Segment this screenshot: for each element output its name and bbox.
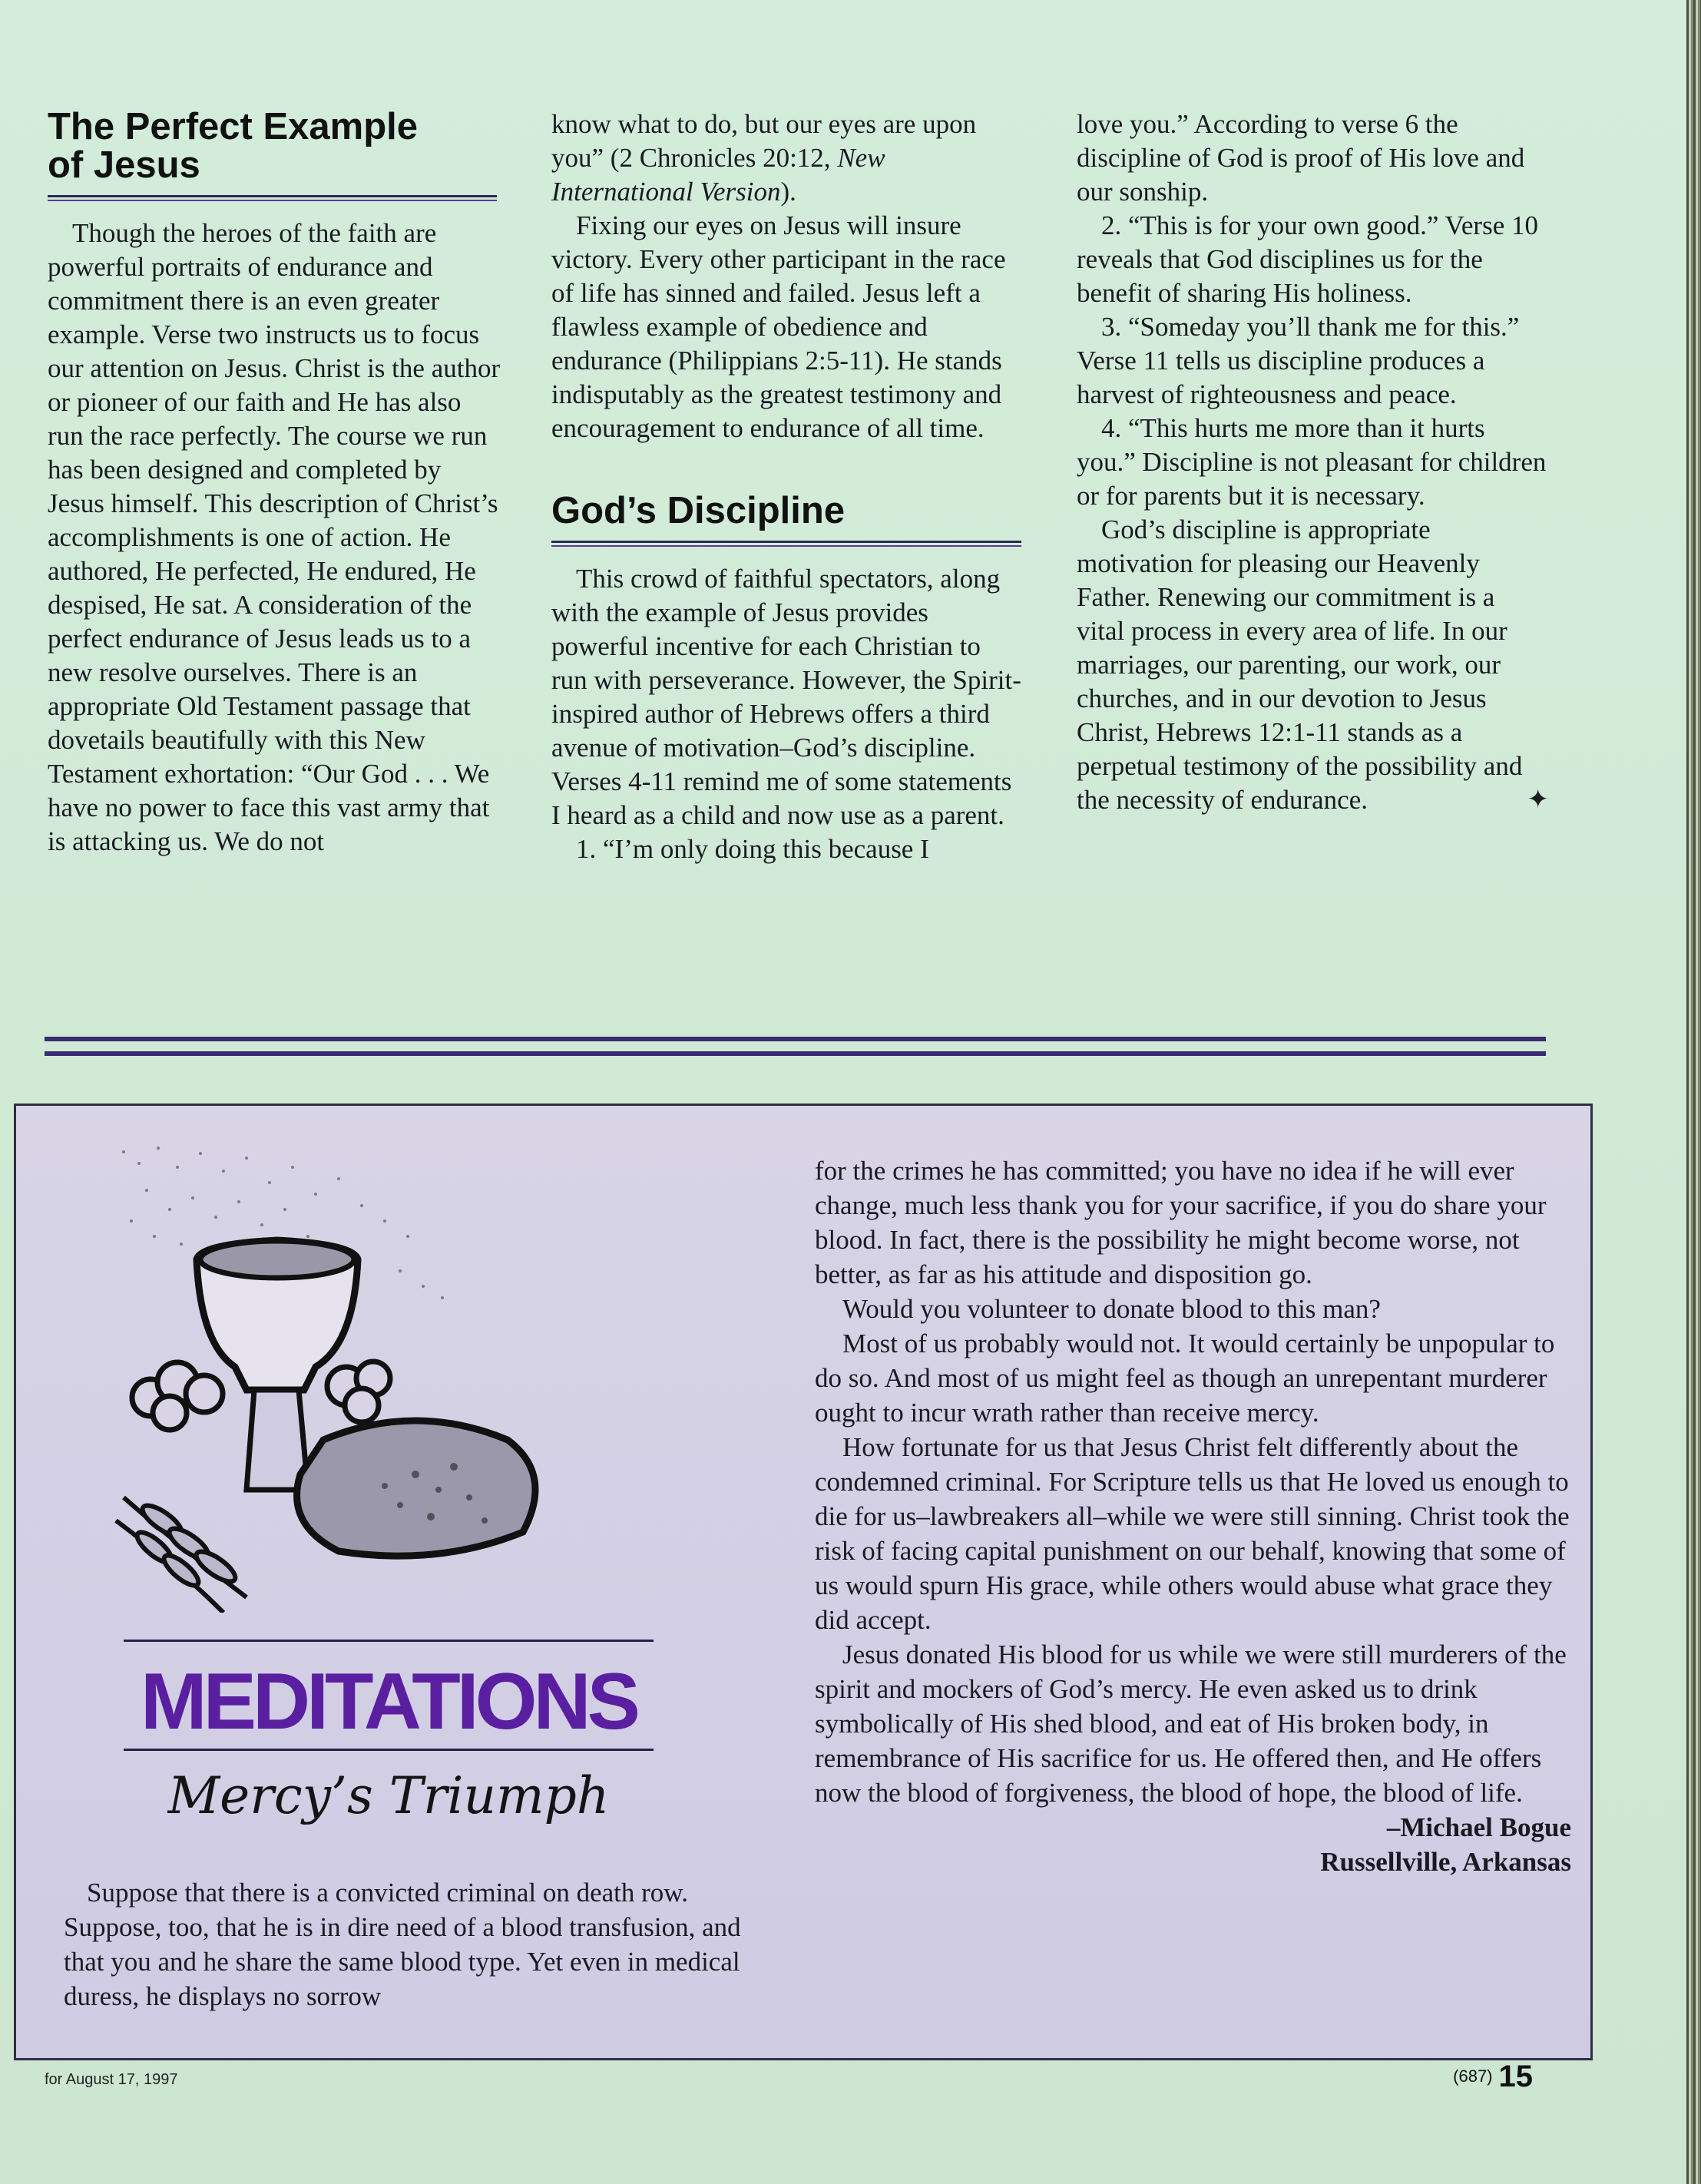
divider-top	[45, 1037, 1546, 1041]
article-column-3	[1077, 108, 1549, 817]
heading-rule	[551, 541, 1021, 547]
meditations-box	[14, 1104, 1593, 2060]
page-edge-binding	[1686, 0, 1701, 2184]
paragraph: 3. “Someday you’ll thank me for this.” Verse 11 tells us discipline produces a harvest of righteousness and peace.	[1077, 312, 1520, 409]
article-column-2	[551, 108, 1021, 866]
paragraph: 2. “This is for your own good.” Verse 10 reveals that God disciplines us for the benefit of sharing His holiness.	[1077, 210, 1538, 308]
heading-rule	[48, 195, 497, 201]
paragraph: Fixing our eyes on Jesus will insure victory. Every other participant in the race of life has sinned and failed. Jesus left a flawless example of obedience and endurance (Philippians 2:5-11). He stands indisputably as the greatest testimony and encouragement to endurance of all time.	[551, 210, 1006, 443]
text-run: ).	[780, 177, 796, 207]
italic-citation: New International Version	[551, 143, 885, 207]
page-code: (687)	[1453, 2067, 1493, 2086]
meditations-masthead	[108, 1640, 669, 1755]
communion-cup-bread-illustration	[93, 1137, 615, 1613]
paragraph: Would you volunteer to donate blood to this man?	[842, 1294, 1381, 1324]
masthead-title: MEDITATIONS	[141, 1657, 637, 1746]
masthead-rule-bottom	[124, 1749, 654, 1751]
author-name: –Michael Bogue	[1386, 1812, 1571, 1842]
paragraph: Suppose that there is a convicted criminal on death row. Suppose, too, that he is in dire need of a blood transfusion, and that you and he share the same blood type. Yet even in medical duress, he displays no sorrow	[64, 1878, 741, 2011]
paragraph	[551, 108, 1021, 209]
author-location: Russellville, Arkansas	[1320, 1847, 1571, 1877]
heading-line-2: of Jesus	[48, 144, 200, 186]
page-number: 15	[1498, 2060, 1533, 2093]
text-run: God’s discipline is appropriate motivation for pleasing our Heavenly Father. Renewing our commitment is a vital process in every area of life. In our marriages, our parenting, our work, our churches, and in our devotion to Jesus Christ, Hebrews 12:1-11 stands as a perpetual testimony of the possibility and the necessity of endurance.	[1077, 515, 1523, 815]
end-mark-icon: ✦	[1527, 786, 1549, 814]
paragraph: This crowd of faithful spectators, along with the example of Jesus provides powerful incentive for each Christian to run with perseverance. However, the Spirit-inspired author of Hebrews offers a third avenue of motivation–God’s discipline. Verses 4-11 remind me of some statements I heard as a child and now use as a parent.	[551, 564, 1021, 830]
meditation-text-left	[64, 1875, 747, 2014]
meditation-text-right	[815, 1153, 1571, 1879]
paragraph: 1. “I’m only doing this because I	[576, 834, 929, 864]
paragraph: love you.” According to verse 6 the discipline of God is proof of His love and our sonship.	[1077, 109, 1525, 207]
paragraph: for the crimes he has committed; you have no idea if he will ever change, much less thank you for your sacrifice, if you do share your blood. In fact, there is the possibility he might become worse, not better, as far as his attitude and disposition go.	[815, 1156, 1547, 1289]
meditation-title: Mercy’s Triumph	[167, 1766, 610, 1825]
page-number-block	[1453, 2060, 1533, 2094]
paragraph: Though the heroes of the faith are powerful portraits of endurance and commitment there is an even greater example. Verse two instructs us to focus our attention on Jesus. Christ is the author or pioneer of our faith and He has also run the race perfectly. The course we run has been designed and completed by Jesus himself. This description of Christ’s accomplishments is one of action. He authored, He perfected, He endured, He despised, He sat. A consideration of the perfect endurance of Jesus leads us to a new resolve ourselves. There is an appropriate Old Testament passage that dovetails beautifully with this New Testament exhortation: “Our God . . . We have no power to face this vast army that is attacking us. We do not	[48, 218, 501, 856]
paragraph	[1077, 513, 1549, 817]
article-column-1	[48, 108, 501, 859]
section-heading-gods-discipline: God’s Discipline	[551, 490, 846, 531]
issue-date: for August 17, 1997	[45, 2071, 178, 2088]
paragraph: Most of us probably would not. It would certainly be unpopular to do so. And most of us might feel as though an unrepentant murderer ought to incur wrath rather than receive mercy.	[815, 1329, 1555, 1428]
text-run: know what to do, but our eyes are upon you” (2 Chronicles 20:12,	[551, 109, 977, 173]
paragraph: 4. “This hurts me more than it hurts you.” Discipline is not pleasant for children or for parents but it is necessary.	[1077, 413, 1547, 511]
heading-line-1: The Perfect Example	[48, 106, 419, 147]
divider-bottom	[45, 1051, 1546, 1056]
spacer	[551, 445, 1021, 491]
paragraph: Jesus donated His blood for us while we were still murderers of the spirit and mockers of God’s mercy. He even asked us to drink symbolically of His shed blood, and eat of His broken body, in remembrance of His sacrifice for us. He offered then, and He offers now the blood of forgiveness, the blood of hope, the blood of life.	[815, 1640, 1567, 1808]
masthead-rule-top	[124, 1640, 654, 1642]
paragraph: How fortunate for us that Jesus Christ felt differently about the condemned criminal. For Scripture tells us that He loved us enough to die for us–lawbreakers all–while we were still sinning. Christ took the risk of facing capital punishment on our behalf, knowing that some of us would spurn His grace, while others would abuse what grace they did accept.	[815, 1432, 1570, 1635]
section-heading-perfect-example	[48, 108, 501, 184]
